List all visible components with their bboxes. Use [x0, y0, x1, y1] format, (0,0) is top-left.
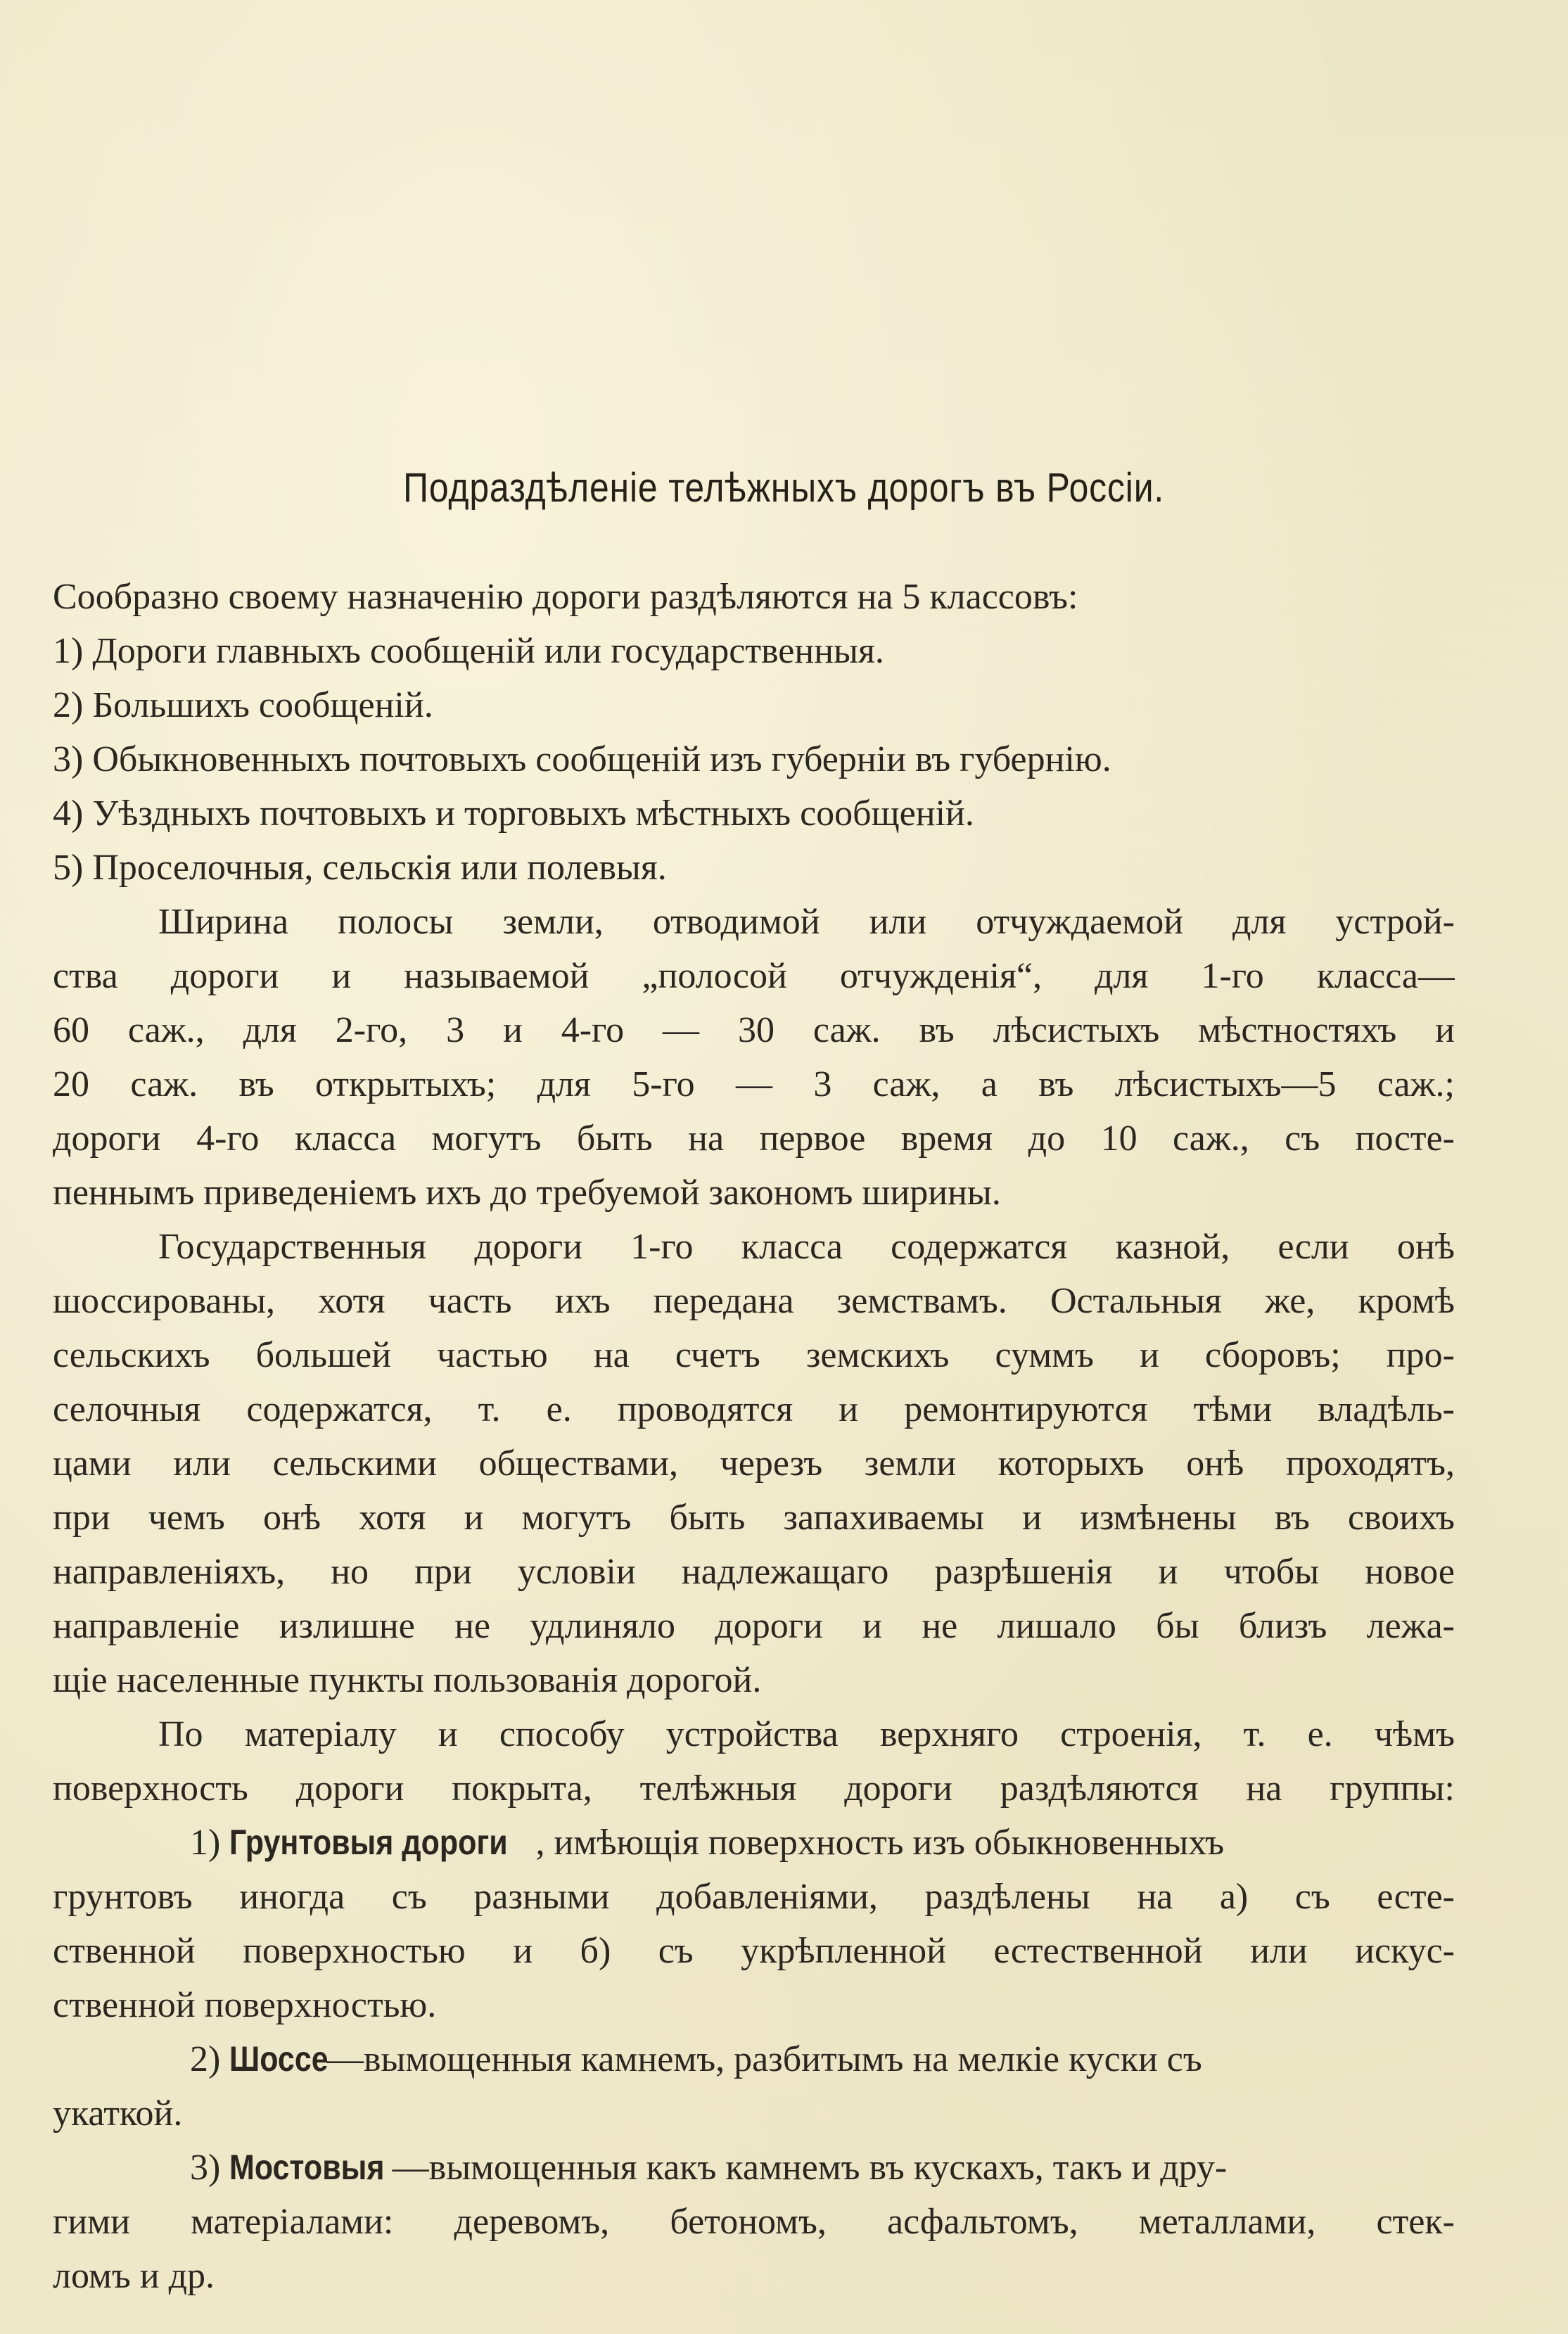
maintenance-para-line: шоссированы, хотя часть ихъ передана земствамъ. Остальныя же, кромѣ	[53, 1281, 1455, 1321]
group-3-heading: Мостовыя	[229, 2148, 385, 2187]
width-para-line: дороги 4-го класса могутъ быть на первое время до 10 саж., съ посте-	[53, 1118, 1455, 1159]
maintenance-para-line: селочныя содержатся, т. е. проводятся и ремонтируются тѣми владѣль-	[53, 1389, 1455, 1429]
material-para-line: поверхность дороги покрыта, телѣжныя дороги раздѣляются на группы:	[53, 1768, 1455, 1809]
maintenance-para-line: сельскихъ большей частью на счетъ земскихъ суммъ и сборовъ; про-	[53, 1335, 1455, 1375]
maintenance-para-line: Государственныя дороги 1-го класса содержатся казной, если онѣ	[158, 1227, 1455, 1267]
maintenance-para-line: щіе населенные пункты пользованія дорогой.	[53, 1660, 762, 1700]
group-1-line: грунтовъ иногда съ разными добавленіями, раздѣлены на а) съ есте-	[53, 1877, 1455, 1917]
group-2-line: укаткой.	[53, 2093, 183, 2134]
maintenance-para-line: при чемъ онѣ хотя и могутъ быть запахиваемы и измѣнены въ своихъ	[53, 1498, 1455, 1538]
group-2-number: 2)	[190, 2039, 221, 2079]
material-para-line: По матеріалу и способу устройства верхняго строенія, т. е. чѣмъ	[158, 1714, 1455, 1754]
width-para-line: ства дороги и называемой „полосой отчужденія“, для 1-го класса—	[53, 956, 1455, 996]
class-item-4: 4) Уѣздныхъ почтовыхъ и торговыхъ мѣстныхъ сообщеній.	[53, 793, 974, 834]
maintenance-para-line: направленіе излишне не удлиняло дороги и не лишало бы близъ лежа-	[53, 1606, 1455, 1646]
group-1-line: ственной поверхностью и б) съ укрѣпленной естественной или искус-	[53, 1931, 1455, 1971]
width-para-line: Ширина полосы земли, отводимой или отчуждаемой для устрой-	[158, 902, 1455, 942]
group-1-number: 1)	[190, 1823, 221, 1863]
width-para-line: 20 саж. въ открытыхъ; для 5-го — 3 саж, а въ лѣсистыхъ—5 саж.;	[53, 1064, 1455, 1104]
intro-text: Сообразно своему назначенію дороги раздѣляются на 5 классовъ:	[53, 577, 1078, 617]
group-3-number: 3)	[190, 2148, 221, 2188]
maintenance-para-line: направленіяхъ, но при условіи надлежащаго разрѣшенія и чтобы новое	[53, 1552, 1455, 1592]
group-1-line: ственной поверхностью.	[53, 1985, 437, 2025]
group-3-line: ломъ и др.	[53, 2256, 215, 2296]
group-2-first-line	[190, 2032, 1455, 2086]
group-2-text: —вымощенныя камнемъ, разбитымъ на мелкіе куски съ	[326, 2039, 1202, 2079]
group-1-heading: Грунтовыя дороги	[229, 1823, 509, 1862]
group-3-first-line	[190, 2141, 1455, 2195]
class-item-3: 3) Обыкновенныхъ почтовыхъ сообщеній изъ губерніи въ губернію.	[53, 739, 1111, 779]
class-item-2: 2) Большихъ сообщеній.	[53, 685, 433, 725]
width-para-line: пеннымъ приведеніемъ ихъ до требуемой закономъ ширины.	[53, 1173, 1001, 1213]
group-3-line: гими матеріалами: деревомъ, бетономъ, асфальтомъ, металлами, стек-	[53, 2202, 1455, 2242]
group-1-text: , имѣющія поверхность изъ обыкновенныхъ	[535, 1823, 1225, 1863]
width-para-line: 60 саж., для 2-го, 3 и 4-го — 30 саж. въ лѣсистыхъ мѣстностяхъ и	[53, 1010, 1455, 1050]
class-item-5: 5) Проселочныя, сельскія или полевыя.	[53, 848, 667, 888]
class-item-1: 1) Дороги главныхъ сообщеній или государственныя.	[53, 631, 884, 671]
group-1-first-line	[190, 1816, 1455, 1870]
page-title: Подраздѣленіе телѣжныхъ дорогъ въ Россіи.	[403, 465, 1165, 511]
group-3-text: —вымощенныя какъ камнемъ въ кускахъ, такъ и дру-	[392, 2148, 1228, 2188]
maintenance-para-line: цами или сельскими обществами, черезъ земли которыхъ онѣ проходятъ,	[53, 1443, 1455, 1484]
group-2-heading: Шоссе	[229, 2039, 329, 2079]
